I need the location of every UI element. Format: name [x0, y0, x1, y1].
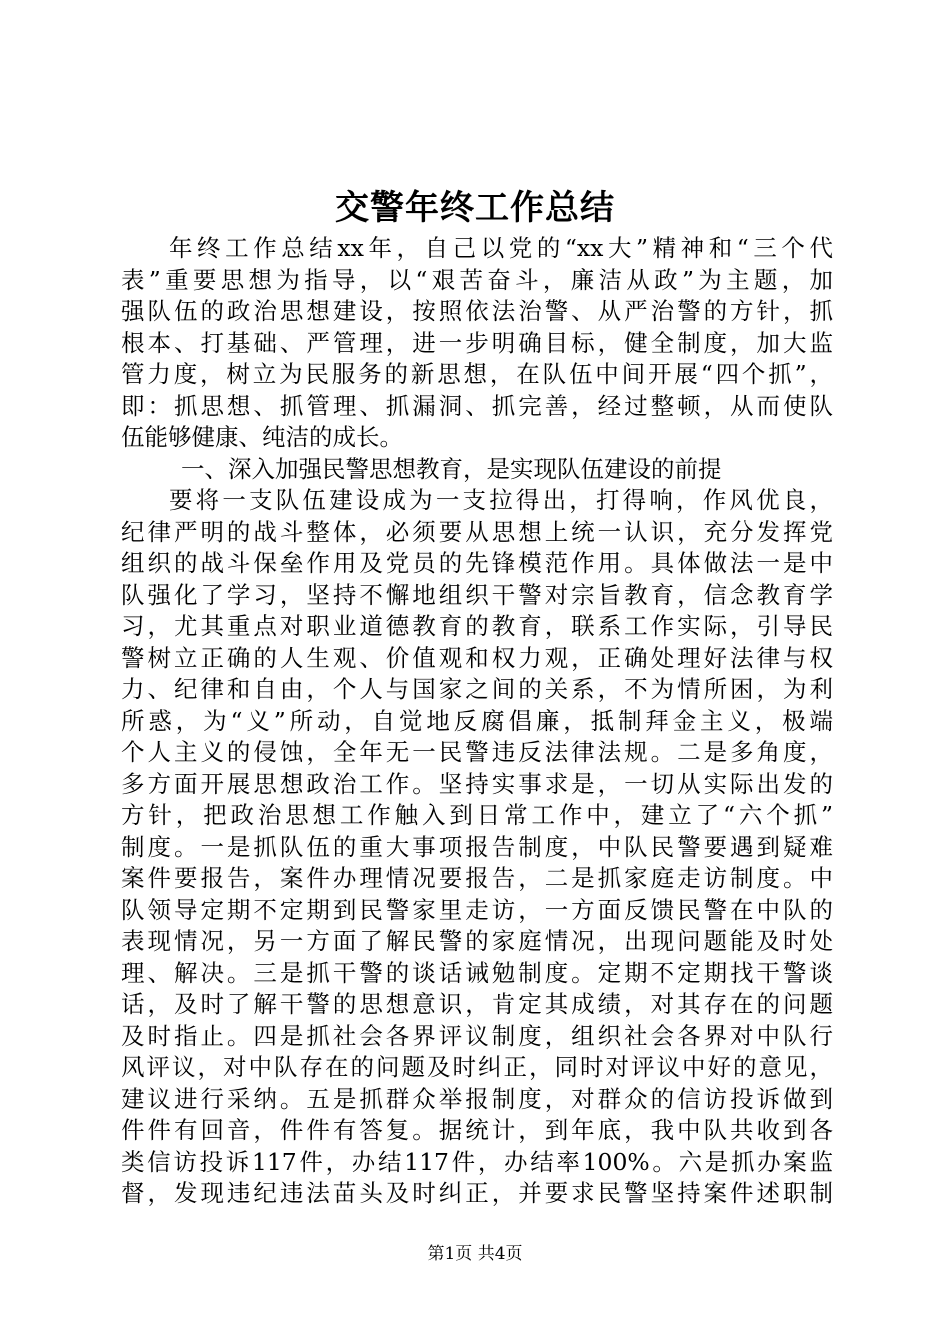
paragraph-line: 案件要报告，案件办理情况要报告，二是抓家庭走访制度。中 — [121, 864, 833, 892]
paragraph-line: 及时指止。四是抓社会各界评议制度，组织社会各界对中队行 — [121, 1021, 833, 1050]
paragraph-line: 风评议，对中队存在的问题及时纠正，同时对评议中好的意见， — [121, 1053, 833, 1081]
paragraph-line: 类信访投诉117件，办结117件，办结率100%。六是抓办案监 — [121, 1147, 833, 1176]
paragraph-line: 纪律严明的战斗整体，必须要从思想上统一认识，充分发挥党 — [121, 517, 833, 546]
paragraph-line: 多方面开展思想政治工作。坚持实事求是，一切从实际出发的 — [121, 769, 833, 798]
paragraph-line: 督，发现违纪违法苗头及时纠正，并要求民警坚持案件述职制 — [121, 1179, 833, 1207]
paragraph-line: 话，及时了解干警的思想意识，肯定其成绩，对其存在的问题 — [121, 990, 833, 1018]
page-number-footer: 第1页 共4页 — [427, 1244, 523, 1264]
paragraph-line: 管力度，树立为民服务的新思想，在队伍中间开展“四个抓”， — [121, 360, 833, 388]
paragraph-line: 理、解决。三是抓干警的谈话诫勉制度。定期不定期找干警谈 — [121, 958, 833, 987]
paragraph-line: 要将一支队伍建设成为一支拉得出，打得响，作风优良， — [169, 486, 833, 514]
paragraph-line: 年终工作总结xx年，自己以党的“xx大”精神和“三个代 — [169, 234, 833, 262]
paragraph-line: 表现情况，另一方面了解民警的家庭情况，出现问题能及时处 — [121, 927, 833, 955]
paragraph-line: 建议进行采纳。五是抓群众举报制度，对群众的信访投诉做到 — [121, 1084, 833, 1113]
paragraph-line: 方针，把政治思想工作触入到日常工作中，建立了“六个抓” — [121, 801, 833, 829]
section-heading: 一、深入加强民警思想教育，是实现队伍建设的前提 — [181, 454, 722, 483]
paragraph-line: 力、纪律和自由，个人与国家之间的关系，不为情所困，为利 — [121, 675, 833, 703]
paragraph-line: 警树立正确的人生观、价值观和权力观，正确处理好法律与权 — [121, 643, 833, 672]
paragraph-line: 组织的战斗保垒作用及党员的先锋模范作用。具体做法一是中 — [121, 549, 833, 577]
paragraph-line: 制度。一是抓队伍的重大事项报告制度，中队民警要遇到疑难 — [121, 832, 833, 861]
paragraph-line: 队强化了学习，坚持不懈地组织干警对宗旨教育，信念教育学 — [121, 580, 833, 609]
paragraph-line: 习，尤其重点对职业道德教育的教育，联系工作实际，引导民 — [121, 612, 833, 640]
paragraph-line: 强队伍的政治思想建设，按照依法治警、从严治警的方针，抓 — [121, 297, 833, 325]
paragraph-line: 队领导定期不定期到民警家里走访，一方面反馈民警在中队的 — [121, 895, 833, 924]
paragraph-line: 即：抓思想、抓管理、抓漏洞、抓完善，经过整顿，从而使队 — [121, 391, 833, 420]
paragraph-line: 个人主义的侵蚀，全年无一民警违反法律法规。二是多角度， — [121, 738, 833, 766]
paragraph-line: 伍能够健康、纯洁的成长。 — [121, 423, 403, 451]
paragraph-line: 所惑，为“义”所动，自觉地反腐倡廉，抵制拜金主义，极端 — [121, 706, 833, 735]
paragraph-line: 根本、打基础、严管理，进一步明确目标，健全制度，加大监 — [121, 328, 833, 357]
paragraph-2 — [121, 485, 833, 1210]
paragraph-1 — [121, 233, 833, 454]
document-body — [121, 233, 833, 1210]
paragraph-line: 表”重要思想为指导，以“艰苦奋斗，廉洁从政”为主题，加 — [121, 265, 833, 294]
document-title: 交警年终工作总结 — [335, 188, 615, 228]
paragraph-line: 件件有回音，件件有答复。据统计，到年底，我中队共收到各 — [121, 1116, 833, 1144]
